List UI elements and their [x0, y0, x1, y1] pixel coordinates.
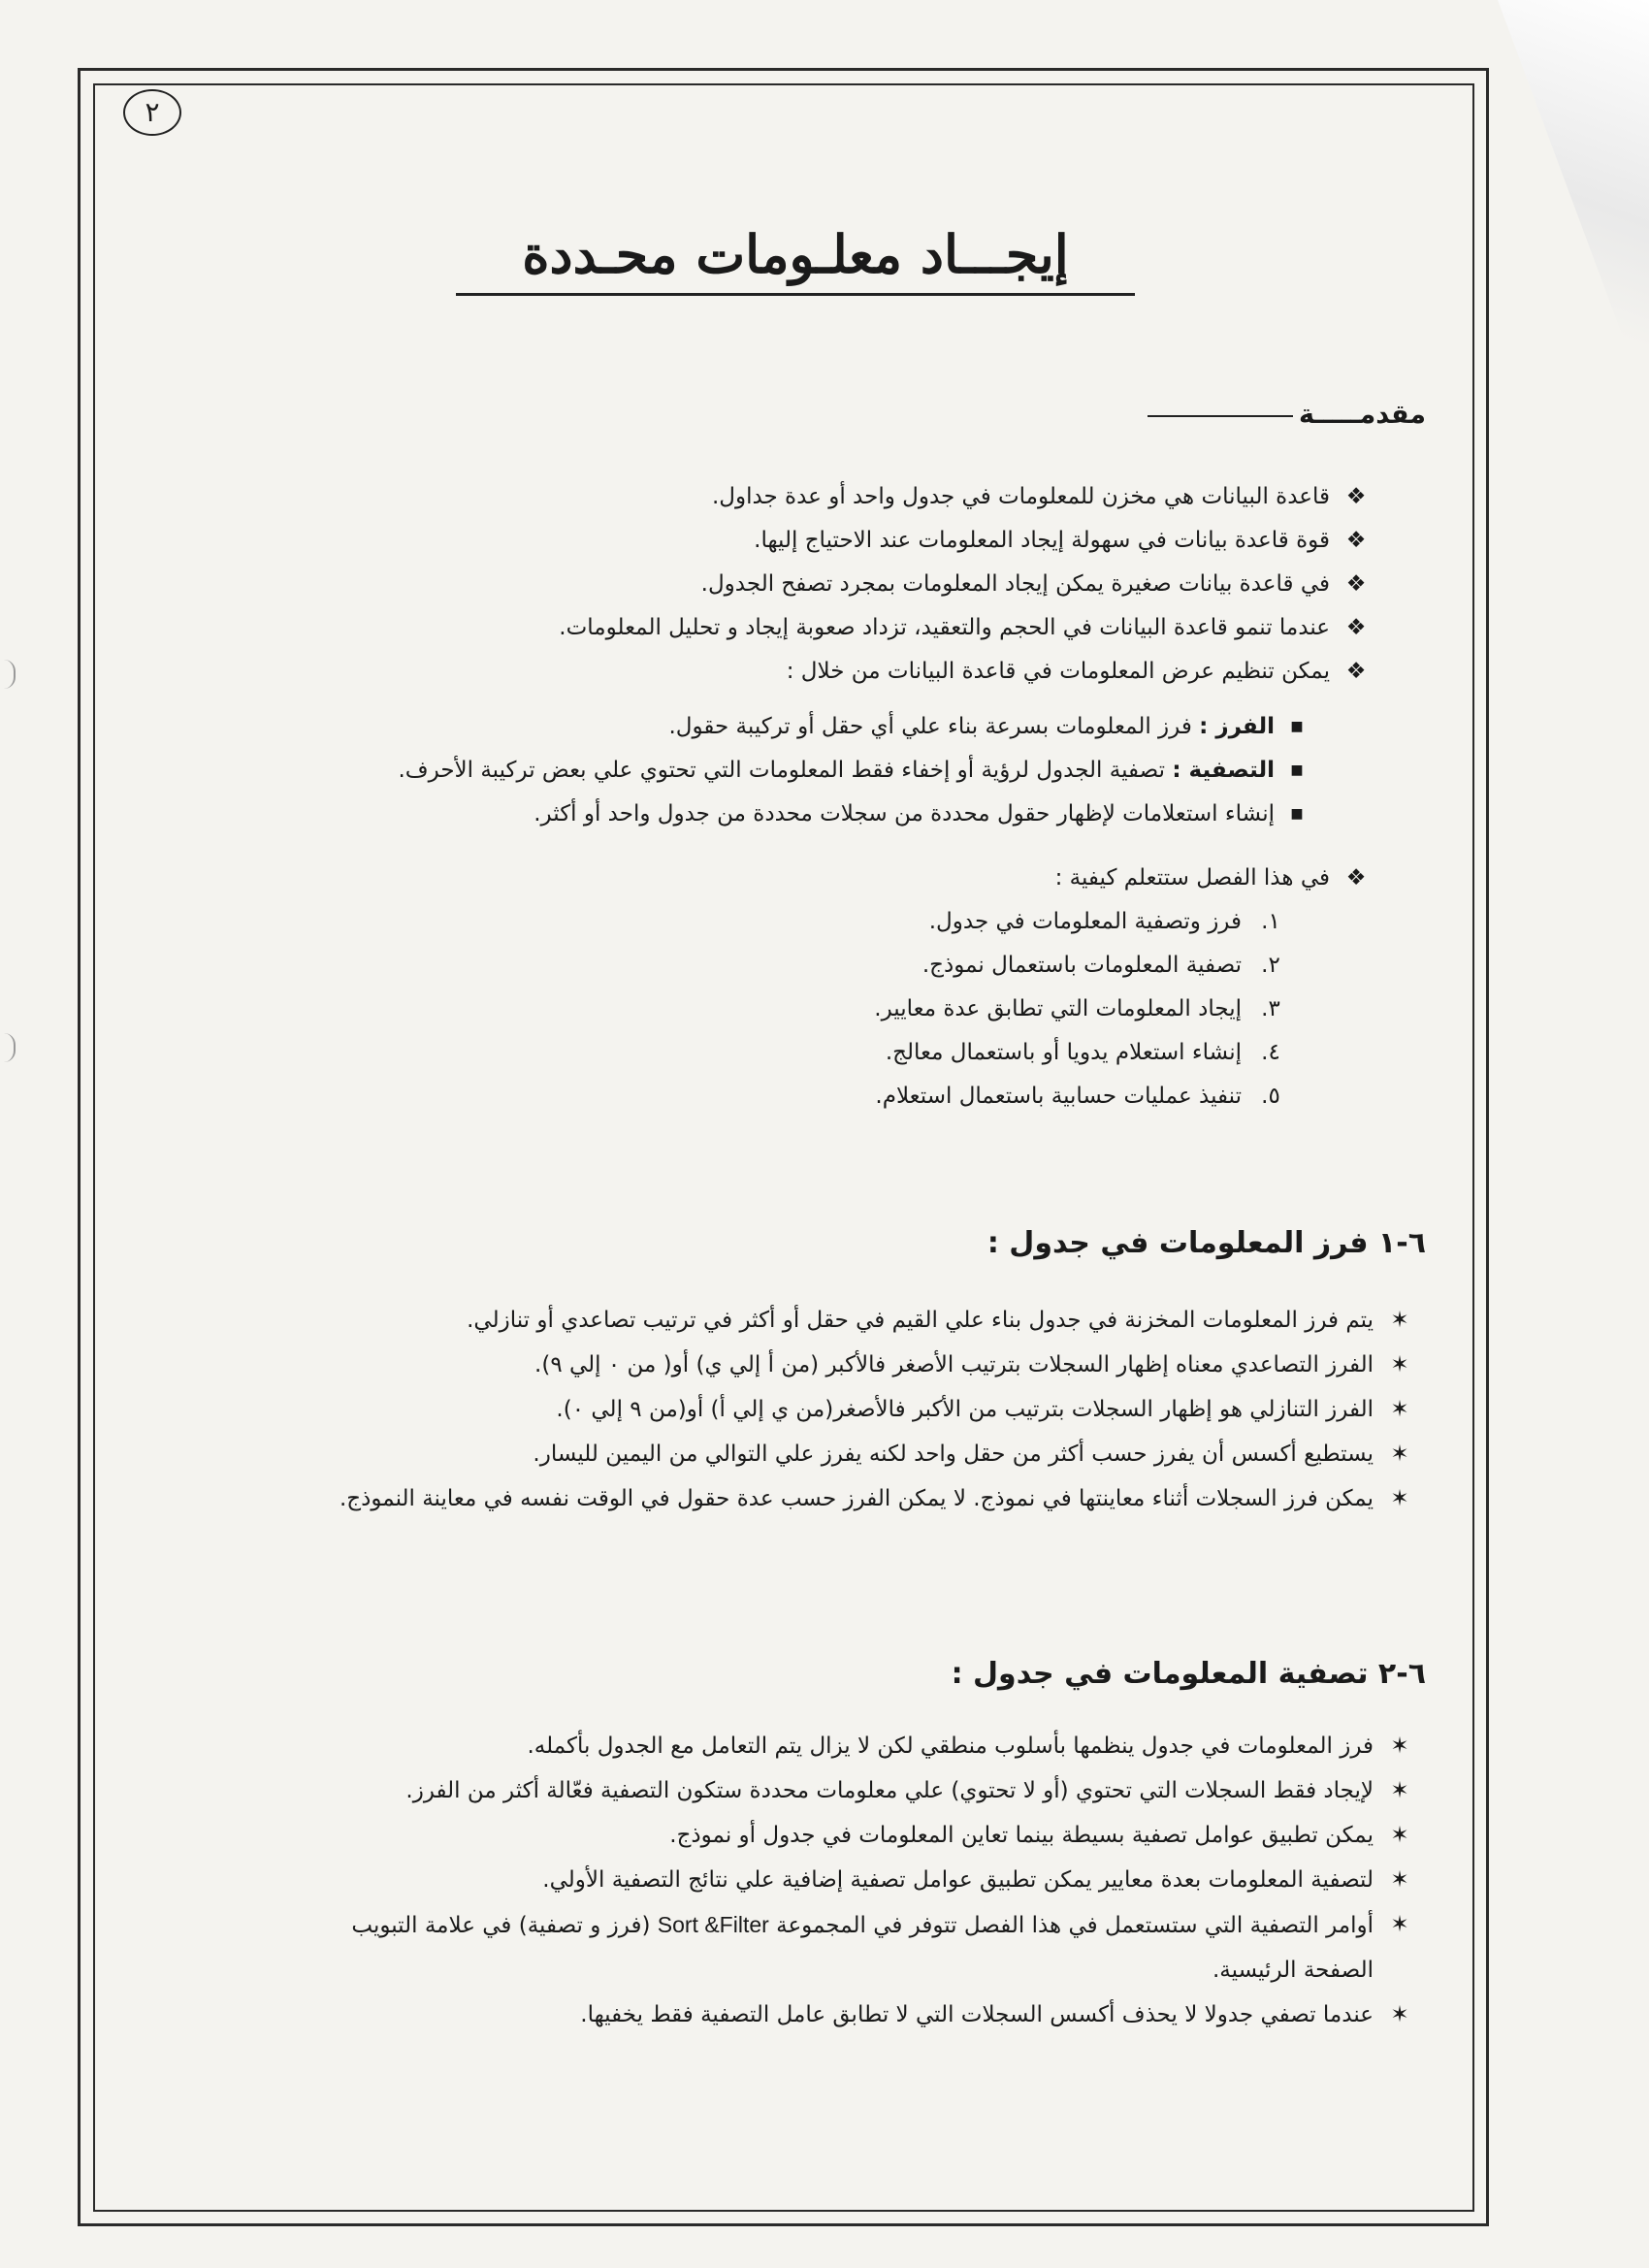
square-bullet-icon: ■ — [1290, 762, 1304, 778]
list-item: ✶ يمكن فرز السجلات أثناء معاينتها في نموذج. لا يمكن الفرز حسب عدة حقول في الوقت نفسه في معاينة النموذج. — [281, 1476, 1416, 1521]
chapter-goals-list — [611, 900, 1290, 1118]
section-1-list — [281, 1298, 1416, 1521]
diamond-bullet-icon: ❖ — [1345, 571, 1367, 597]
star-bullet-icon: ✶ — [1390, 1733, 1409, 1759]
square-bullet-icon: ■ — [1290, 719, 1304, 734]
star-bullet-icon: ✶ — [1390, 1352, 1409, 1377]
list-item: ✶ يمكن تطبيق عوامل تصفية بسيطة بينما تعاين المعلومات في جدول أو نموذج. — [281, 1813, 1416, 1858]
list-item: ✶ الفرز التصاعدي معناه إظهار السجلات بترتيب الأصغر فالأكبر (من أ إلي ي) أو( من ٠ إلي ٩). — [281, 1343, 1416, 1387]
list-item: ❖ في قاعدة بيانات صغيرة يمكن إيجاد المعلومات بمجرد تصفح الجدول. — [257, 563, 1373, 606]
sort-filter-group-name: Sort &Filter — [657, 1912, 769, 1937]
list-item: ٥. تنفيذ عمليات حسابية باستعمال استعلام. — [875, 1084, 1280, 1109]
list-item: ٤. إنشاء استعلام يدويا أو باستعمال معالج. — [885, 1040, 1280, 1065]
page-number: ٢ — [123, 89, 181, 136]
square-bullet-icon: ■ — [1290, 806, 1304, 822]
list-item: ✶ لإيجاد فقط السجلات التي تحتوي (أو لا تحتوي) علي معلومات محددة ستكون التصفية فعّالة أكثر من الفرز. — [281, 1768, 1416, 1813]
list-item: ٣. إيجاد المعلومات التي تطابق عدة معايير. — [874, 996, 1280, 1021]
list-item: ٢. تصفية المعلومات باستعمال نموذج. — [922, 953, 1280, 978]
diamond-bullet-icon: ❖ — [1345, 615, 1367, 640]
list-item: ✶ لتصفية المعلومات بعدة معايير يمكن تطبيق عوامل تصفية إضافية علي نتائج التصفية الأولي. — [281, 1858, 1416, 1902]
diamond-bullet-icon: ❖ — [1345, 659, 1367, 684]
chapter-intro — [257, 857, 1373, 900]
list-item: ■ إنشاء استعلامات لإظهار حقول محددة من سجلات محددة من جدول واحد أو أكثر. — [291, 793, 1310, 836]
list-item: ■ التصفية : تصفية الجدول لرؤية أو إخفاء فقط المعلومات التي تحتوي علي بعض تركيبة الأحرف. — [291, 749, 1310, 793]
star-bullet-icon: ✶ — [1390, 1823, 1409, 1848]
star-bullet-icon: ✶ — [1390, 1867, 1409, 1893]
intro-heading: مقدمـــــة — [1038, 396, 1426, 435]
organize-methods-list — [291, 705, 1310, 836]
title-underline — [456, 293, 1135, 296]
list-item: ❖ قوة قاعدة بيانات في سهولة إيجاد المعلومات عند الاحتياج إليها. — [257, 519, 1373, 563]
section-2-list — [281, 1724, 1416, 2037]
list-item: ١. فرز وتصفية المعلومات في جدول. — [928, 909, 1280, 934]
star-bullet-icon: ✶ — [1390, 2002, 1409, 2027]
page-title: إيجـــاد معلـومات محـددة — [522, 223, 1069, 285]
list-item: ✶ يستطيع أكسس أن يفرز حسب أكثر من حقل واحد لكنه يفرز علي التوالي من اليمين لليسار. — [281, 1432, 1416, 1476]
list-item: ❖ عندما تنمو قاعدة البيانات في الحجم والتعقيد، تزداد صعوبة إيجاد و تحليل المعلومات. — [257, 606, 1373, 650]
section-1-heading: ٦-١ فرز المعلومات في جدول : — [986, 1226, 1426, 1260]
list-item: ■ الفرز : فرز المعلومات بسرعة بناء علي أي حقل أو تركيبة حقول. — [291, 705, 1310, 749]
diamond-bullet-icon: ❖ — [1345, 865, 1367, 891]
star-bullet-icon: ✶ — [1390, 1912, 1409, 1937]
list-item: ✶ عندما تصفي جدولا لا يحذف أكسس السجلات التي لا تطابق عامل التصفية فقط يخفيها. — [281, 1993, 1416, 2037]
star-bullet-icon: ✶ — [1390, 1308, 1409, 1333]
diamond-bullet-icon: ❖ — [1345, 528, 1367, 553]
binding-hole-mark — [0, 1033, 16, 1062]
list-item: ✶ يتم فرز المعلومات المخزنة في جدول بناء علي القيم في حقل أو أكثر في ترتيب تصاعدي أو تنازلي. — [281, 1298, 1416, 1343]
star-bullet-icon: ✶ — [1390, 1778, 1409, 1803]
list-item: ❖ في هذا الفصل ستتعلم كيفية : — [257, 857, 1373, 900]
binding-hole-mark — [0, 660, 16, 689]
star-bullet-icon: ✶ — [1390, 1442, 1409, 1467]
list-item: ❖ قاعدة البيانات هي مخزن للمعلومات في جدول واحد أو عدة جداول. — [257, 475, 1373, 519]
list-item: ✶ أوامر التصفية التي ستستعمل في هذا الفصل تتوفر في المجموعة Sort &Filter (فرز و تصفية) في علامة التبويب الصفحة الرئيسية. — [281, 1902, 1416, 1993]
diamond-bullet-icon: ❖ — [1345, 484, 1367, 509]
list-item: ✶ الفرز التنازلي هو إظهار السجلات بترتيب من الأكبر فالأصغر(من ي إلي أ) أو(من ٩ إلي ٠). — [281, 1387, 1416, 1432]
list-item: ✶ فرز المعلومات في جدول ينظمها بأسلوب منطقي لكن لا يزال يتم التعامل مع الجدول بأكمله. — [281, 1724, 1416, 1768]
star-bullet-icon: ✶ — [1390, 1397, 1409, 1422]
star-bullet-icon: ✶ — [1390, 1486, 1409, 1511]
intro-bullet-list — [257, 475, 1373, 694]
section-2-heading: ٦-٢ تصفية المعلومات في جدول : — [951, 1657, 1426, 1691]
list-item: ❖ يمكن تنظيم عرض المعلومات في قاعدة البيانات من خلال : — [257, 650, 1373, 694]
